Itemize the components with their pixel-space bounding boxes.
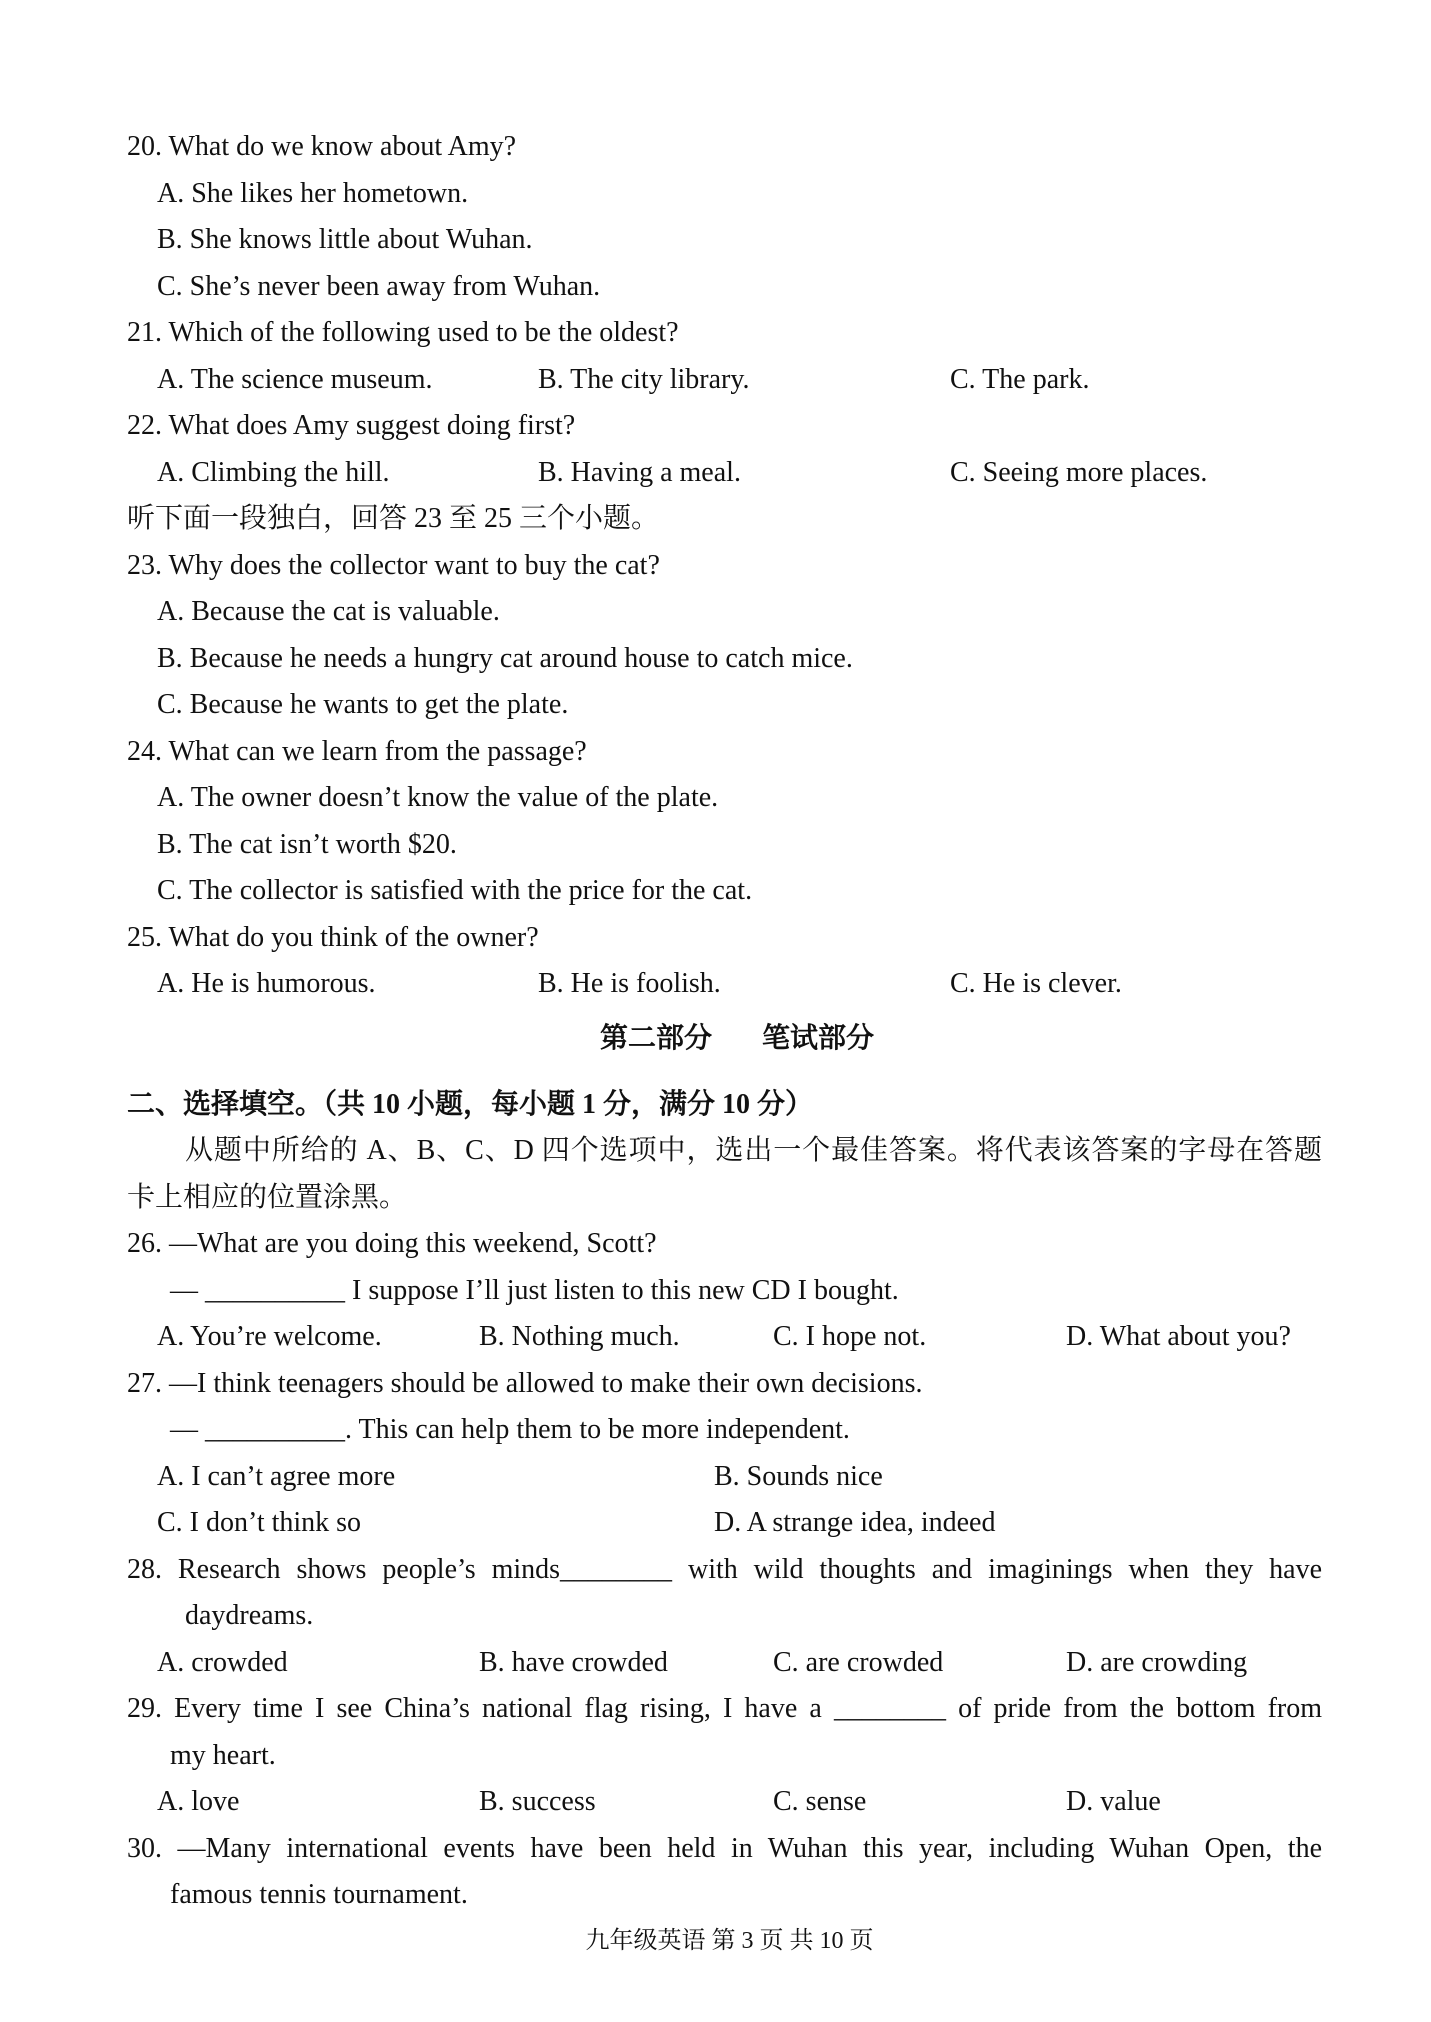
question-28-option-c: C. are crowded [773,1646,944,1678]
question-26-option-d: D. What about you? [1066,1321,1291,1352]
question-29-stem-line-2: my heart. [170,1739,276,1771]
question-27-stem: 27. —I think teenagers should be allowed to make their own decisions. [127,1367,923,1399]
part-two-title [127,1012,1322,1072]
question-20-option-b: B. She knows little about Wuhan. [157,224,533,255]
question-29-option-b: B. success [479,1786,596,1817]
page-footer: 九年级英语 第 3 页 共 10 页 [585,1928,874,1954]
section-two-instruction-line-1: 从题中所给的 A、B、C、D 四个选项中，选出一个最佳答案。将代表该答案的字母在答题 [185,1135,1322,1166]
question-20-option-a: A. She likes her hometown. [157,177,469,209]
question-27-reply: — __________. This can help them to be more independent. [170,1414,850,1445]
question-26-reply: — __________ I suppose I’ll just listen to this new CD I bought. [170,1274,899,1306]
question-28-options [127,1640,1322,1687]
question-25-stem: 25. What do you think of the owner? [127,921,539,953]
question-28-option-d: D. are crowding [1066,1646,1248,1678]
section-two-instruction-line-2: 卡上相应的位置涂黑。 [127,1181,408,1213]
question-26-option-a: A. You’re welcome. [157,1321,382,1352]
part-two-title-left: 第二部分 [599,1022,712,1054]
section-two-heading: 二、选择填空。（共 10 小题，每小题 1 分，满分 10 分） [127,1088,814,1120]
question-24-option-b: B. The cat isn’t worth $20. [157,828,457,860]
question-23-option-c: C. Because he wants to get the plate. [157,689,569,720]
question-26-option-b: B. Nothing much. [479,1321,680,1352]
part-two-title-right: 笔试部分 [762,1022,875,1054]
question-29-option-c: C. sense [773,1786,867,1817]
question-20-stem: 20. What do we know about Amy? [127,131,517,162]
monologue-instruction: 听下面一段独白，回答 23 至 25 三个小题。 [127,503,660,534]
exam-page [127,124,1322,1919]
question-23-stem: 23. Why does the collector want to buy the cat? [127,549,660,581]
question-26-options [127,1314,1322,1361]
question-29-options [127,1779,1322,1826]
question-23-option-b: B. Because he needs a hungry cat around house to catch mice. [157,642,853,674]
question-22-stem: 22. What does Amy suggest doing first? [127,410,576,441]
question-21-option-a: A. The science museum. [157,363,433,395]
question-21-option-c: C. The park. [950,363,1090,395]
question-27-options-row-1 [127,1454,1322,1501]
question-26-stem: 26. —What are you doing this weekend, Scott? [127,1228,657,1259]
question-29-option-d: D. value [1066,1786,1161,1817]
question-24-option-a: A. The owner doesn’t know the value of the plate. [157,782,719,813]
question-29-stem-line-1: 29. Every time I see China’s national flag rising, I have a ________ of pride from the bottom from [127,1693,1322,1724]
question-22-option-b: B. Having a meal. [538,456,741,488]
question-25-option-c: C. He is clever. [950,968,1122,999]
question-22-options [127,450,1322,497]
question-23-option-a: A. Because the cat is valuable. [157,596,500,627]
question-24-stem: 24. What can we learn from the passage? [127,735,587,767]
question-27-option-b: B. Sounds nice [714,1460,883,1492]
question-30-stem-line-2: famous tennis tournament. [170,1879,468,1910]
question-27-option-d: D. A strange idea, indeed [714,1507,996,1538]
question-28-option-b: B. have crowded [479,1646,668,1678]
question-27-option-c: C. I don’t think so [157,1507,362,1538]
question-30-stem-line-1: 30. —Many international events have been held in Wuhan this year, including Wuhan Open, the [127,1832,1322,1864]
question-21-options [127,357,1322,404]
question-21-option-b: B. The city library. [538,363,750,395]
question-25-option-a: A. He is humorous. [157,968,376,999]
question-24-option-c: C. The collector is satisfied with the price for the cat. [157,875,753,906]
question-28-stem-line-2: daydreams. [185,1600,314,1631]
question-28-option-a: A. crowded [157,1646,288,1678]
question-27-option-a: A. I can’t agree more [157,1460,396,1492]
question-27-options-row-2 [127,1500,1322,1547]
question-22-option-a: A. Climbing the hill. [157,456,390,488]
question-29-option-a: A. love [157,1786,240,1817]
question-26-option-c: C. I hope not. [773,1321,927,1352]
question-25-option-b: B. He is foolish. [538,968,721,999]
question-25-options [127,961,1322,1008]
question-21-stem: 21. Which of the following used to be the oldest? [127,317,679,348]
question-28-stem-line-1: 28. Research shows people’s minds________ with wild thoughts and imaginings when they have [127,1553,1322,1585]
question-22-option-c: C. Seeing more places. [950,456,1208,488]
question-20-option-c: C. She’s never been away from Wuhan. [157,270,601,302]
